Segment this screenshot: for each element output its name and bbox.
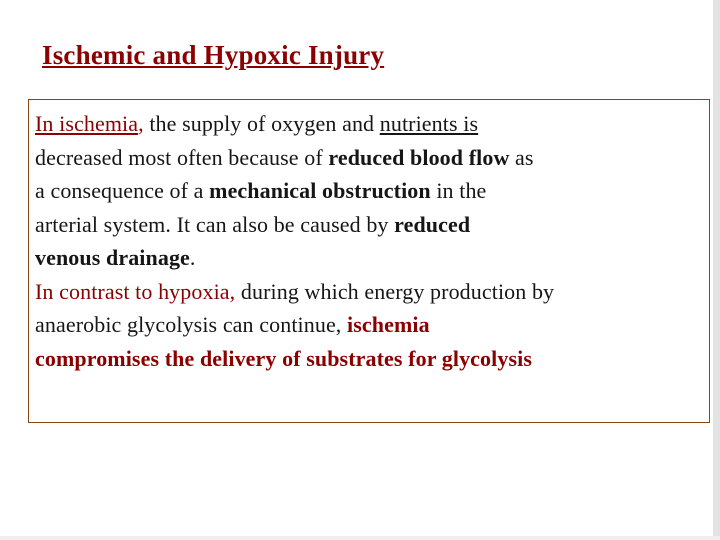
slide-bottom-edge [0,536,720,540]
text-segment: venous drainage [35,245,190,270]
slide-title: Ischemic and Hypoxic Injury [42,40,385,70]
text-segment: nutrients is [379,111,479,136]
body-text-box [28,99,710,423]
text-segment: compromises the delivery of substrates for glycolysis [35,345,532,371]
text-segment: as [509,144,534,170]
text-segment: , [229,278,236,304]
text-segment: In contrast to hypoxia [35,278,230,304]
text-segment: in the [430,178,487,203]
text-segment: the supply of oxygen and [143,111,380,136]
slide-body-text [35,107,701,375]
slide-right-edge [713,0,720,540]
text-segment: a consequence of a [35,178,210,203]
text-segment: In ischemia [35,111,139,136]
text-segment: reduced blood flow [328,144,510,170]
text-segment: arterial system. It can also be caused by [35,211,395,237]
text-segment: reduced [394,211,471,237]
text-segment: , [138,111,144,136]
text-segment: ischemia [347,312,430,337]
text-segment: decreased most often because of [35,144,329,170]
text-segment: mechanical obstruction [209,178,431,203]
text-segment: during which energy production by [235,278,555,304]
text-segment: anaerobic glycolysis can continue, [35,312,348,337]
text-segment: . [189,245,196,270]
